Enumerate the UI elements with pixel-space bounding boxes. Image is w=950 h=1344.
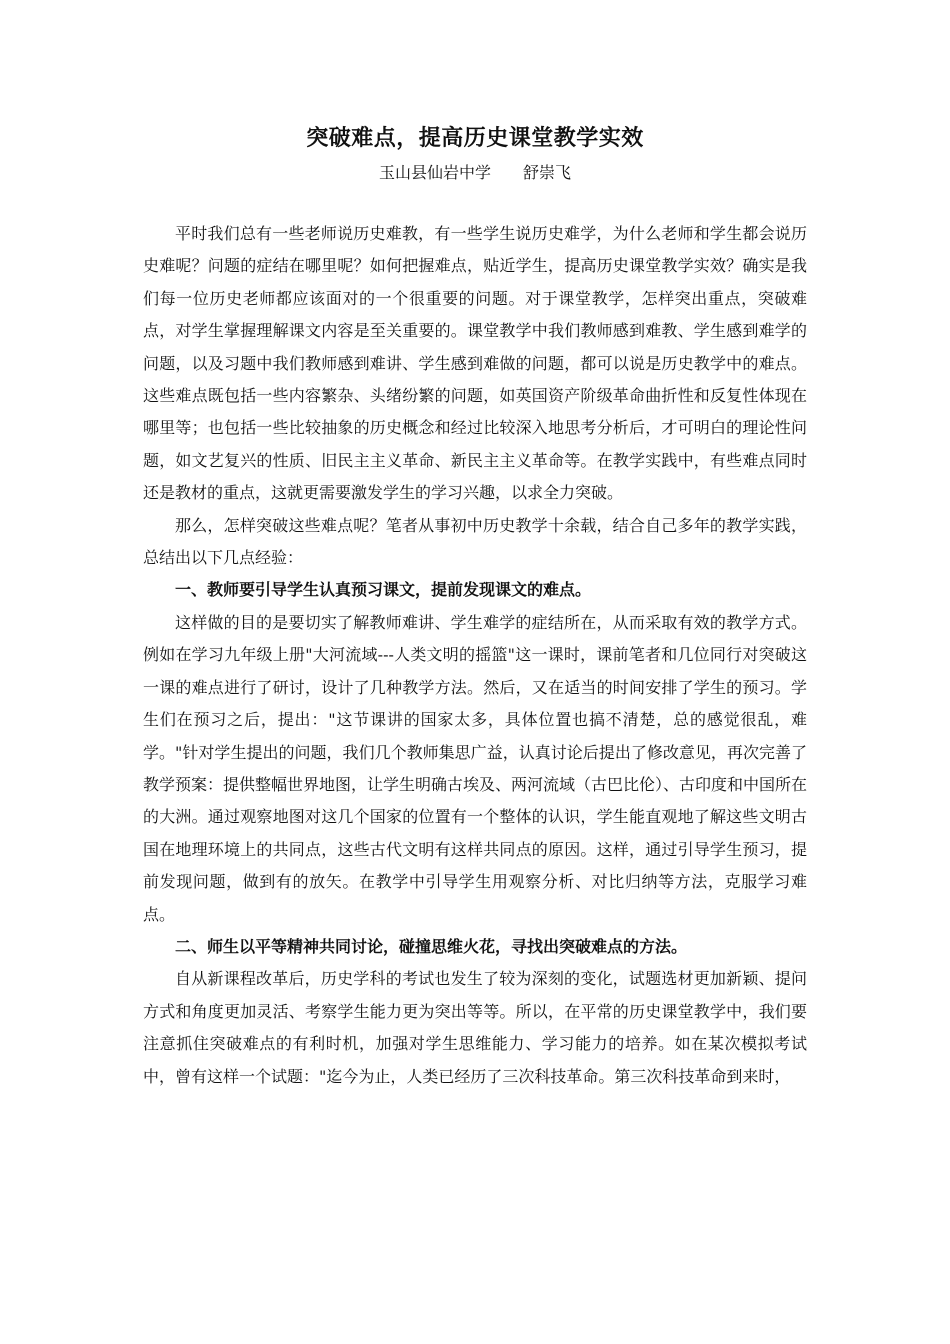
section-heading-2: 二、师生以平等精神共同讨论，碰撞思维火花，寻找出突破难点的方法。: [175, 936, 688, 956]
school-name: 玉山县仙岩中学: [378, 163, 491, 182]
section-paragraph-1: 这样做的目的是要切实了解教师难讲、学生难学的症结所在，从而采取有效的教学方式。例如在学习九年级上册"大河流域---人类文明的摇篮"这一课时，课前笔者和几位同行对突破这一课的难点进行了研讨，设计了几种教学方法。然后，又在适当的时间安排了学生的预习。学生们在预习之后，提出："这节课讲的国家太多，具体位置也搞不清楚，总的感觉很乱，难学。"针对学生提出的问题，我们几个教师集思广益，认真讨论后提出了修改意见，再次完善了教学预案：提供整幅世界地图，让学生明确古埃及、两河流域（古巴比伦）、古印度和中国所在的大洲。通过观察地图对这几个国家的位置有一个整体的认识，学生能直观地了解这些文明古国在地理环境上的共同点，这些古代文明有这样共同点的原因。这样，通过引导学生预习，提前发现问题，做到有的放矢。在教学中引导学生用观察分析、对比归纳等方法，克服学习难点。: [143, 612, 808, 924]
byline: [0, 160, 950, 183]
section-heading-1: 一、教师要引导学生认真预习课文，提前发现课文的难点。: [175, 580, 592, 600]
body-paragraph-intro: 平时我们总有一些老师说历史难教，有一些学生说历史难学，为什么老师和学生都会说历史难呢？问题的症结在哪里呢？如何把握难点，贴近学生，提高历史课堂教学实效？确实是我们每一位历史老师都应该面对的一个很重要的问题。对于课堂教学，怎样突出重点，突破难点，对学生掌握理解课文内容是至关重要的。课堂教学中我们教师感到难教、学生感到难学的问题，以及习题中我们教师感到难讲、学生感到难做的问题，都可以说是历史教学中的难点。这些难点既包括一些内容繁杂、头绪纷繁的问题，如英国资产阶级革命曲折性和反复性体现在哪里等；也包括一些比较抽象的历史概念和经过比较深入地思考分析后，才可明白的理论性问题，如文艺复兴的性质、旧民主主义革命、新民主主义革命等。在教学实践中，有些难点同时还是教材的重点，这就更需要激发学生的学习兴趣，以求全力突破。: [143, 224, 807, 503]
section-paragraph-2: 自从新课程改革后，历史学科的考试也发生了较为深刻的变化，试题选材更加新颖、提问方式和角度更加灵活、考察学生能力更为突出等等。所以，在平常的历史课堂教学中，我们要注意抓住突破难点的有利时机，加强对学生思维能力、学习能力的培养。如在某次模拟考试中，曾有这样一个试题："迄今为止，人类已经历了三次科技革命。第三次科技革命到来时，: [143, 969, 807, 1086]
document-body: [143, 218, 807, 1093]
body-paragraph-transition: 那么，怎样突破这些难点呢？笔者从事初中历史教学十余载，结合自己多年的教学实践，总结出以下几点经验：: [143, 515, 807, 568]
author-name: 舒崇飞: [523, 163, 572, 182]
document-title: 突破难点，提高历史课堂教学实效: [306, 126, 644, 151]
